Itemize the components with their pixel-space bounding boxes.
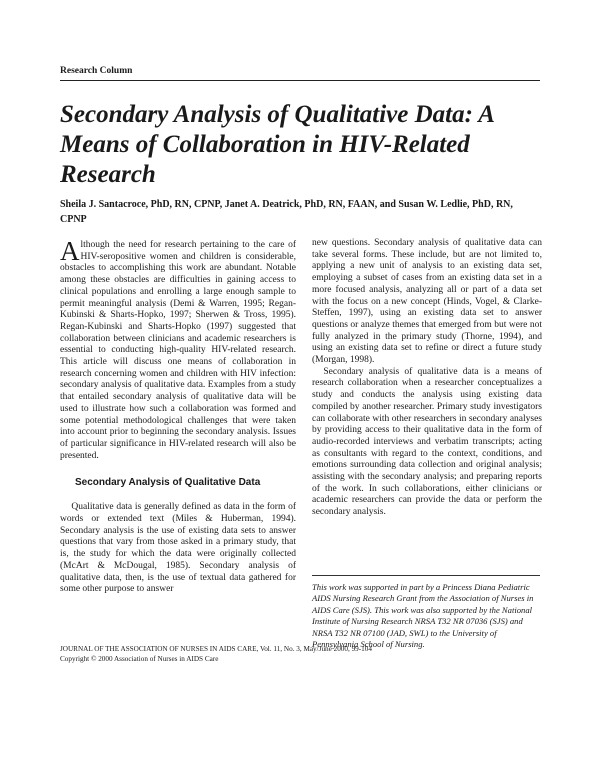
section-heading: Secondary Analysis of Qualitative Data <box>75 477 261 489</box>
body-paragraph: Qualitative data is generally defined as data in the form of words or extended text (Miles & Huberman, 1994). Secondary analysis is the use of existing data sets to answer questions that vary from those asked in a primary study, that is, the study for which the data were originally collected (McArt & McDougal, 1985). Secondary analysis of qualitative data, then, is the use of textual data gathered for some other purpose to answer <box>60 502 296 595</box>
body-paragraph-continued: new questions. Secondary analysis of qualitative data can take several forms. These include, but are not limited to, applying a new unit of analysis to an existing data set, employing a subset of cases from an existing data set in a more focused analysis, analyzing all or part of a data set with the focus on a new concept (Hinds, Vogel, & Clarke-Steffen, 1997), using an existing data set to answer questions or analyze themes that emerged from but were not fully analyzed in the primary study (Thorne, 1994), and using an existing data set to refine or direct a future study (Morgan, 1998). <box>312 238 542 366</box>
left-column <box>60 236 296 596</box>
intro-paragraph <box>60 236 296 462</box>
page-footer <box>60 644 540 664</box>
body-paragraph: Secondary analysis of qualitative data is a means of research collaboration when a researcher conceptualizes a study and conducts the analysis using existing data compiled by another researcher. Primary study investigators can collaborate with other researchers in secondary analyses by providing access to their qualitative data in the form of audio-recorded interviews and verbatim transcripts; acting as consultants with regard to the context, conditions, and emotions surrounding data collection and original analysis; assisting with the secondary analysis; and preparing reports of the work. In such collaborations, either clinicians or academic researchers can provide the data or perform the secondary analysis. <box>312 366 542 518</box>
article-title: Secondary Analysis of Qualitative Data: A Means of Collaboration in HIV-Related Research <box>60 101 494 188</box>
copyright-notice: Copyright © 2000 Association of Nurses in AIDS Care <box>60 655 219 663</box>
right-column <box>312 238 542 519</box>
drop-cap: A <box>60 236 80 266</box>
journal-citation: JOURNAL OF THE ASSOCIATION OF NURSES IN AIDS CARE, Vol. 11, No. 3, May/June 2000, 99-104 <box>60 645 372 653</box>
footnote-rule <box>312 575 540 576</box>
author-list: Sheila J. Santacroce, PhD, RN, CPNP, Janet A. Deatrick, PhD, RN, FAAN, and Susan W. Ledlie, PhD, RN, CPNP <box>60 199 513 225</box>
section-label: Research Column <box>60 66 133 76</box>
funding-footnote: This work was supported in part by a Princess Diana Pediatric AIDS Nursing Research Grant from the Association of Nurses in AIDS Care (SJS). This work was also supported by the National Institute of Nursing Research NRSA T32 NR 07036 (SJS) and NRSA T32 NR 07100 (JAD, SWL) to the University of Pennsylvania School of Nursing. <box>312 582 534 650</box>
intro-text: lthough the need for research pertaining to the care of HIV-seropositive women and children is considerable, obstacles to accomplishing this work are abundant. Notable among these obstacles are difficulties in gaining access to clinical populations and enrolling a large enough sample to permit meaningful analysis (Demi & Warren, 1995; Regan-Kubinski & Sharts-Hopko, 1997; Sherwen & Tross, 1995). Regan-Kubinski and Sharts-Hopko (1997) suggested that collaboration between clinicians and academic researchers is essential to conducting high-quality HIV-related research. This article will discuss one means of collaboration in research concerning women and children with HIV infection: secondary analysis of qualitative data. Examples from a study that entailed secondary analysis of qualitative data will be used to illustrate how such a collaboration was formed and some potential methodological challenges that were taken into account prior to beginning the secondary analysis. Issues of particular significance in HIV-related research will also be presented. <box>60 240 296 461</box>
header-rule <box>60 80 540 81</box>
